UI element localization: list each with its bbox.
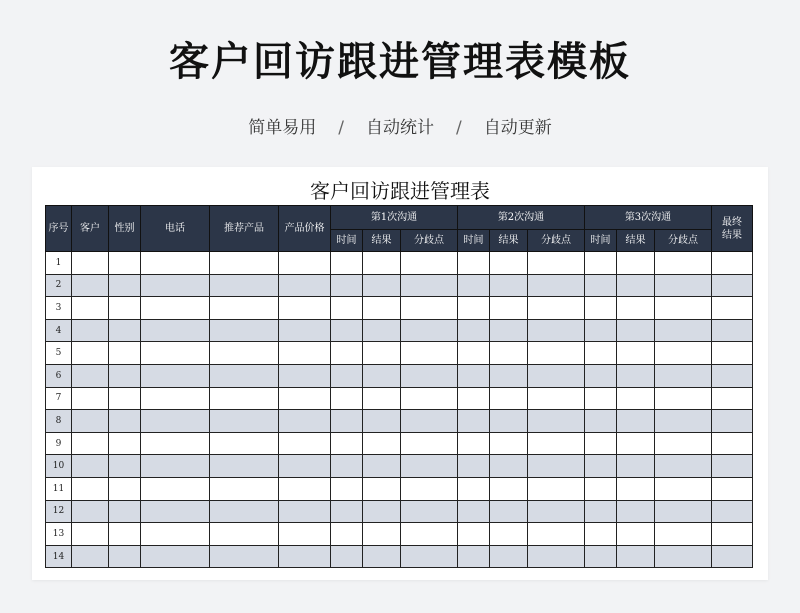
table-cell[interactable] bbox=[617, 545, 655, 568]
table-cell[interactable] bbox=[655, 500, 712, 523]
table-cell[interactable] bbox=[712, 387, 753, 410]
table-cell[interactable] bbox=[210, 274, 279, 297]
header-round-1: 第1次沟通 bbox=[331, 206, 458, 230]
table-cell[interactable] bbox=[141, 477, 210, 500]
table-cell[interactable] bbox=[585, 477, 617, 500]
table-cell[interactable] bbox=[363, 387, 401, 410]
table-cell[interactable] bbox=[72, 274, 109, 297]
table-cell[interactable] bbox=[490, 297, 528, 320]
table-cell[interactable] bbox=[279, 274, 331, 297]
table-cell[interactable] bbox=[279, 364, 331, 387]
table-cell[interactable] bbox=[585, 410, 617, 433]
row-number: 2 bbox=[46, 274, 72, 297]
feature-auto-update: 自动更新 bbox=[483, 118, 552, 138]
table-cell[interactable] bbox=[109, 342, 141, 365]
table-cell[interactable] bbox=[401, 477, 458, 500]
table-cell[interactable] bbox=[141, 387, 210, 410]
table-cell[interactable] bbox=[72, 477, 109, 500]
header-price: 产品价格 bbox=[279, 206, 331, 252]
table-cell[interactable] bbox=[363, 364, 401, 387]
table-cell[interactable] bbox=[712, 500, 753, 523]
header-customer: 客户 bbox=[72, 206, 109, 252]
table-cell[interactable] bbox=[109, 500, 141, 523]
table-row bbox=[46, 274, 753, 297]
table-cell[interactable] bbox=[210, 319, 279, 342]
table-cell[interactable] bbox=[528, 477, 585, 500]
header-divergence: 分歧点 bbox=[401, 230, 458, 252]
table-cell[interactable] bbox=[617, 274, 655, 297]
table-cell[interactable] bbox=[712, 319, 753, 342]
table-cell[interactable] bbox=[109, 319, 141, 342]
feature-easy: 简单易用 bbox=[248, 118, 317, 138]
table-cell[interactable] bbox=[279, 297, 331, 320]
table-cell[interactable] bbox=[585, 455, 617, 478]
table-cell[interactable] bbox=[617, 432, 655, 455]
table-cell[interactable] bbox=[210, 297, 279, 320]
table-cell[interactable] bbox=[363, 523, 401, 546]
table-cell[interactable] bbox=[72, 387, 109, 410]
table-cell[interactable] bbox=[490, 523, 528, 546]
table-cell[interactable] bbox=[528, 364, 585, 387]
row-number: 4 bbox=[46, 319, 72, 342]
table-cell[interactable] bbox=[279, 500, 331, 523]
table-cell[interactable] bbox=[458, 500, 490, 523]
table-cell[interactable] bbox=[401, 297, 458, 320]
table-cell[interactable] bbox=[72, 455, 109, 478]
table-cell[interactable] bbox=[279, 477, 331, 500]
table-row bbox=[46, 545, 753, 568]
table-body bbox=[46, 252, 753, 568]
table-cell[interactable] bbox=[363, 545, 401, 568]
table-cell[interactable] bbox=[712, 410, 753, 433]
table-cell[interactable] bbox=[401, 364, 458, 387]
table-cell[interactable] bbox=[458, 252, 490, 275]
table-cell[interactable] bbox=[141, 500, 210, 523]
table-cell[interactable] bbox=[109, 410, 141, 433]
table-cell[interactable] bbox=[279, 410, 331, 433]
table-cell[interactable] bbox=[655, 387, 712, 410]
table-cell[interactable] bbox=[141, 364, 210, 387]
table-cell[interactable] bbox=[458, 410, 490, 433]
table-cell[interactable] bbox=[655, 432, 712, 455]
table-cell[interactable] bbox=[458, 432, 490, 455]
table-cell[interactable] bbox=[585, 342, 617, 365]
table-row bbox=[46, 410, 753, 433]
table-cell[interactable] bbox=[279, 523, 331, 546]
table-cell[interactable] bbox=[331, 500, 363, 523]
table-cell[interactable] bbox=[363, 477, 401, 500]
table-row bbox=[46, 477, 753, 500]
table-cell[interactable] bbox=[363, 342, 401, 365]
table-cell[interactable] bbox=[331, 364, 363, 387]
table-cell[interactable] bbox=[617, 297, 655, 320]
table-cell[interactable] bbox=[712, 342, 753, 365]
table-cell[interactable] bbox=[490, 387, 528, 410]
table-cell[interactable] bbox=[141, 432, 210, 455]
table-cell[interactable] bbox=[585, 523, 617, 546]
table-cell[interactable] bbox=[331, 387, 363, 410]
header-final bbox=[712, 206, 753, 252]
row-number: 5 bbox=[46, 342, 72, 365]
table-cell[interactable] bbox=[490, 364, 528, 387]
table-cell[interactable] bbox=[617, 477, 655, 500]
table-cell[interactable] bbox=[363, 410, 401, 433]
table-cell[interactable] bbox=[655, 297, 712, 320]
row-number: 13 bbox=[46, 523, 72, 546]
table-cell[interactable] bbox=[585, 252, 617, 275]
table-cell[interactable] bbox=[141, 342, 210, 365]
table-cell[interactable] bbox=[72, 252, 109, 275]
table-cell[interactable] bbox=[141, 297, 210, 320]
table-cell[interactable] bbox=[279, 545, 331, 568]
table-cell[interactable] bbox=[279, 342, 331, 365]
header-divergence: 分歧点 bbox=[528, 230, 585, 252]
header-time: 时间 bbox=[458, 230, 490, 252]
table-cell[interactable] bbox=[210, 387, 279, 410]
table-cell[interactable] bbox=[331, 410, 363, 433]
table-cell[interactable] bbox=[331, 545, 363, 568]
row-number: 8 bbox=[46, 410, 72, 433]
table-cell[interactable] bbox=[72, 432, 109, 455]
table-cell[interactable] bbox=[72, 545, 109, 568]
table-cell[interactable] bbox=[490, 410, 528, 433]
table-row bbox=[46, 342, 753, 365]
table-cell[interactable] bbox=[72, 410, 109, 433]
table-cell[interactable] bbox=[585, 545, 617, 568]
table-cell[interactable] bbox=[210, 545, 279, 568]
table-cell[interactable] bbox=[401, 342, 458, 365]
row-number: 10 bbox=[46, 455, 72, 478]
table-cell[interactable] bbox=[363, 500, 401, 523]
row-number: 12 bbox=[46, 500, 72, 523]
table-cell[interactable] bbox=[331, 297, 363, 320]
table-cell[interactable] bbox=[279, 319, 331, 342]
table-cell[interactable] bbox=[458, 297, 490, 320]
header-product: 推荐产品 bbox=[210, 206, 279, 252]
table-cell[interactable] bbox=[210, 364, 279, 387]
table-cell[interactable] bbox=[655, 523, 712, 546]
table-cell[interactable] bbox=[617, 364, 655, 387]
table-cell[interactable] bbox=[210, 342, 279, 365]
page-title: 客户回访跟进管理表模板 bbox=[169, 39, 631, 85]
table-row bbox=[46, 387, 753, 410]
table-row bbox=[46, 297, 753, 320]
table-cell[interactable] bbox=[528, 455, 585, 478]
table-cell[interactable] bbox=[401, 252, 458, 275]
table-cell[interactable] bbox=[528, 410, 585, 433]
table-cell[interactable] bbox=[712, 297, 753, 320]
table-row bbox=[46, 455, 753, 478]
table-cell[interactable] bbox=[712, 523, 753, 546]
table-cell[interactable] bbox=[141, 319, 210, 342]
table-cell[interactable] bbox=[528, 319, 585, 342]
table-cell[interactable] bbox=[363, 297, 401, 320]
table-cell[interactable] bbox=[528, 297, 585, 320]
table-cell[interactable] bbox=[72, 297, 109, 320]
table-cell[interactable] bbox=[72, 342, 109, 365]
table-cell[interactable] bbox=[655, 364, 712, 387]
table-cell[interactable] bbox=[141, 545, 210, 568]
table-cell[interactable] bbox=[458, 274, 490, 297]
table-cell[interactable] bbox=[490, 342, 528, 365]
table-cell[interactable] bbox=[210, 432, 279, 455]
table-cell[interactable] bbox=[458, 364, 490, 387]
table-cell[interactable] bbox=[585, 500, 617, 523]
table-cell[interactable] bbox=[210, 500, 279, 523]
table-cell[interactable] bbox=[72, 500, 109, 523]
header-final-label: 最终结果 bbox=[722, 216, 742, 241]
table-cell[interactable] bbox=[458, 342, 490, 365]
table-cell[interactable] bbox=[617, 252, 655, 275]
table-cell[interactable] bbox=[655, 274, 712, 297]
table-row bbox=[46, 364, 753, 387]
table-row bbox=[46, 523, 753, 546]
table-cell[interactable] bbox=[109, 455, 141, 478]
table-cell[interactable] bbox=[528, 342, 585, 365]
table-cell[interactable] bbox=[712, 274, 753, 297]
row-number: 7 bbox=[46, 387, 72, 410]
table-cell[interactable] bbox=[458, 387, 490, 410]
table-cell[interactable] bbox=[490, 319, 528, 342]
table-cell[interactable] bbox=[528, 545, 585, 568]
table-cell[interactable] bbox=[141, 523, 210, 546]
feature-auto-stats: 自动统计 bbox=[366, 118, 434, 138]
table-cell[interactable] bbox=[712, 432, 753, 455]
table-cell[interactable] bbox=[109, 477, 141, 500]
table-cell[interactable] bbox=[458, 477, 490, 500]
table-cell[interactable] bbox=[655, 455, 712, 478]
table-cell[interactable] bbox=[617, 319, 655, 342]
table-cell[interactable] bbox=[528, 432, 585, 455]
table-cell[interactable] bbox=[210, 252, 279, 275]
table-cell[interactable] bbox=[363, 455, 401, 478]
sheet-title: 客户回访跟进管理表 bbox=[310, 179, 490, 203]
table-row bbox=[46, 432, 753, 455]
table-cell[interactable] bbox=[141, 455, 210, 478]
header-result: 结果 bbox=[363, 230, 401, 252]
table-cell[interactable] bbox=[401, 523, 458, 546]
feature-tagline bbox=[0, 113, 800, 138]
table-cell[interactable] bbox=[363, 252, 401, 275]
table-cell[interactable] bbox=[490, 432, 528, 455]
table-cell[interactable] bbox=[528, 387, 585, 410]
row-number: 9 bbox=[46, 432, 72, 455]
table-cell[interactable] bbox=[617, 500, 655, 523]
separator: / bbox=[456, 118, 462, 138]
table-cell[interactable] bbox=[109, 364, 141, 387]
table-cell[interactable] bbox=[109, 432, 141, 455]
table-cell[interactable] bbox=[141, 252, 210, 275]
row-number: 11 bbox=[46, 477, 72, 500]
table-cell[interactable] bbox=[528, 523, 585, 546]
table-cell[interactable] bbox=[617, 523, 655, 546]
table-cell[interactable] bbox=[617, 387, 655, 410]
table-cell[interactable] bbox=[279, 455, 331, 478]
table-cell[interactable] bbox=[331, 455, 363, 478]
table-cell[interactable] bbox=[655, 477, 712, 500]
row-number: 1 bbox=[46, 252, 72, 275]
table-cell[interactable] bbox=[655, 319, 712, 342]
table-cell[interactable] bbox=[331, 274, 363, 297]
table-cell[interactable] bbox=[331, 523, 363, 546]
row-number: 3 bbox=[46, 297, 72, 320]
table-cell[interactable] bbox=[458, 319, 490, 342]
table-cell[interactable] bbox=[401, 500, 458, 523]
table-cell[interactable] bbox=[109, 252, 141, 275]
header-round-2: 第2次沟通 bbox=[458, 206, 585, 230]
table-cell[interactable] bbox=[585, 387, 617, 410]
table-cell[interactable] bbox=[401, 410, 458, 433]
table-cell[interactable] bbox=[655, 545, 712, 568]
table-cell[interactable] bbox=[401, 387, 458, 410]
table-cell[interactable] bbox=[617, 410, 655, 433]
table-cell[interactable] bbox=[490, 274, 528, 297]
table-cell[interactable] bbox=[72, 364, 109, 387]
header-time: 时间 bbox=[331, 230, 363, 252]
table-cell[interactable] bbox=[109, 297, 141, 320]
table-cell[interactable] bbox=[401, 274, 458, 297]
table-cell[interactable] bbox=[401, 545, 458, 568]
table-cell[interactable] bbox=[363, 319, 401, 342]
header-divergence: 分歧点 bbox=[655, 230, 712, 252]
table-cell[interactable] bbox=[617, 455, 655, 478]
header-phone: 电话 bbox=[141, 206, 210, 252]
table-cell[interactable] bbox=[109, 545, 141, 568]
table-cell[interactable] bbox=[72, 523, 109, 546]
table-cell[interactable] bbox=[528, 500, 585, 523]
table-cell[interactable] bbox=[585, 432, 617, 455]
table-cell[interactable] bbox=[490, 545, 528, 568]
table-cell[interactable] bbox=[210, 410, 279, 433]
header-gender: 性别 bbox=[109, 206, 141, 252]
table-cell[interactable] bbox=[331, 319, 363, 342]
table-cell[interactable] bbox=[458, 523, 490, 546]
table-cell[interactable] bbox=[655, 252, 712, 275]
table-cell[interactable] bbox=[331, 432, 363, 455]
table-row bbox=[46, 500, 753, 523]
table-cell[interactable] bbox=[585, 319, 617, 342]
table-cell[interactable] bbox=[210, 455, 279, 478]
table-cell[interactable] bbox=[585, 274, 617, 297]
row-number: 6 bbox=[46, 364, 72, 387]
table-cell[interactable] bbox=[363, 274, 401, 297]
table-cell[interactable] bbox=[210, 477, 279, 500]
table-cell[interactable] bbox=[401, 432, 458, 455]
table-cell[interactable] bbox=[109, 387, 141, 410]
table-cell[interactable] bbox=[585, 364, 617, 387]
table-cell[interactable] bbox=[655, 410, 712, 433]
table-cell[interactable] bbox=[279, 387, 331, 410]
table-cell[interactable] bbox=[331, 342, 363, 365]
table-cell[interactable] bbox=[363, 432, 401, 455]
table-cell[interactable] bbox=[712, 364, 753, 387]
row-number: 14 bbox=[46, 545, 72, 568]
table-cell[interactable] bbox=[72, 319, 109, 342]
header-seq: 序号 bbox=[46, 206, 72, 252]
table-row bbox=[46, 319, 753, 342]
separator: / bbox=[338, 118, 344, 138]
table-cell[interactable] bbox=[458, 455, 490, 478]
table-cell[interactable] bbox=[712, 545, 753, 568]
header-time: 时间 bbox=[585, 230, 617, 252]
table-cell[interactable] bbox=[528, 252, 585, 275]
table-cell[interactable] bbox=[655, 342, 712, 365]
followup-table bbox=[45, 205, 753, 568]
table-cell[interactable] bbox=[331, 252, 363, 275]
table-cell[interactable] bbox=[585, 297, 617, 320]
table-cell[interactable] bbox=[331, 477, 363, 500]
table-cell[interactable] bbox=[141, 274, 210, 297]
table-cell[interactable] bbox=[490, 477, 528, 500]
header-result: 结果 bbox=[490, 230, 528, 252]
table-cell[interactable] bbox=[712, 477, 753, 500]
table-cell[interactable] bbox=[490, 500, 528, 523]
table-cell[interactable] bbox=[458, 545, 490, 568]
table-cell[interactable] bbox=[279, 432, 331, 455]
header-round-3: 第3次沟通 bbox=[585, 206, 712, 230]
table-cell[interactable] bbox=[401, 455, 458, 478]
table-row bbox=[46, 252, 753, 275]
header-result: 结果 bbox=[617, 230, 655, 252]
spreadsheet-preview bbox=[32, 167, 768, 580]
table-cell[interactable] bbox=[712, 252, 753, 275]
table-cell[interactable] bbox=[109, 523, 141, 546]
table-cell[interactable] bbox=[401, 319, 458, 342]
table-cell[interactable] bbox=[109, 274, 141, 297]
table-cell[interactable] bbox=[712, 455, 753, 478]
table-cell[interactable] bbox=[617, 342, 655, 365]
table-cell[interactable] bbox=[490, 455, 528, 478]
table-cell[interactable] bbox=[210, 523, 279, 546]
table-cell[interactable] bbox=[141, 410, 210, 433]
table-cell[interactable] bbox=[279, 252, 331, 275]
table-cell[interactable] bbox=[490, 252, 528, 275]
table-cell[interactable] bbox=[528, 274, 585, 297]
